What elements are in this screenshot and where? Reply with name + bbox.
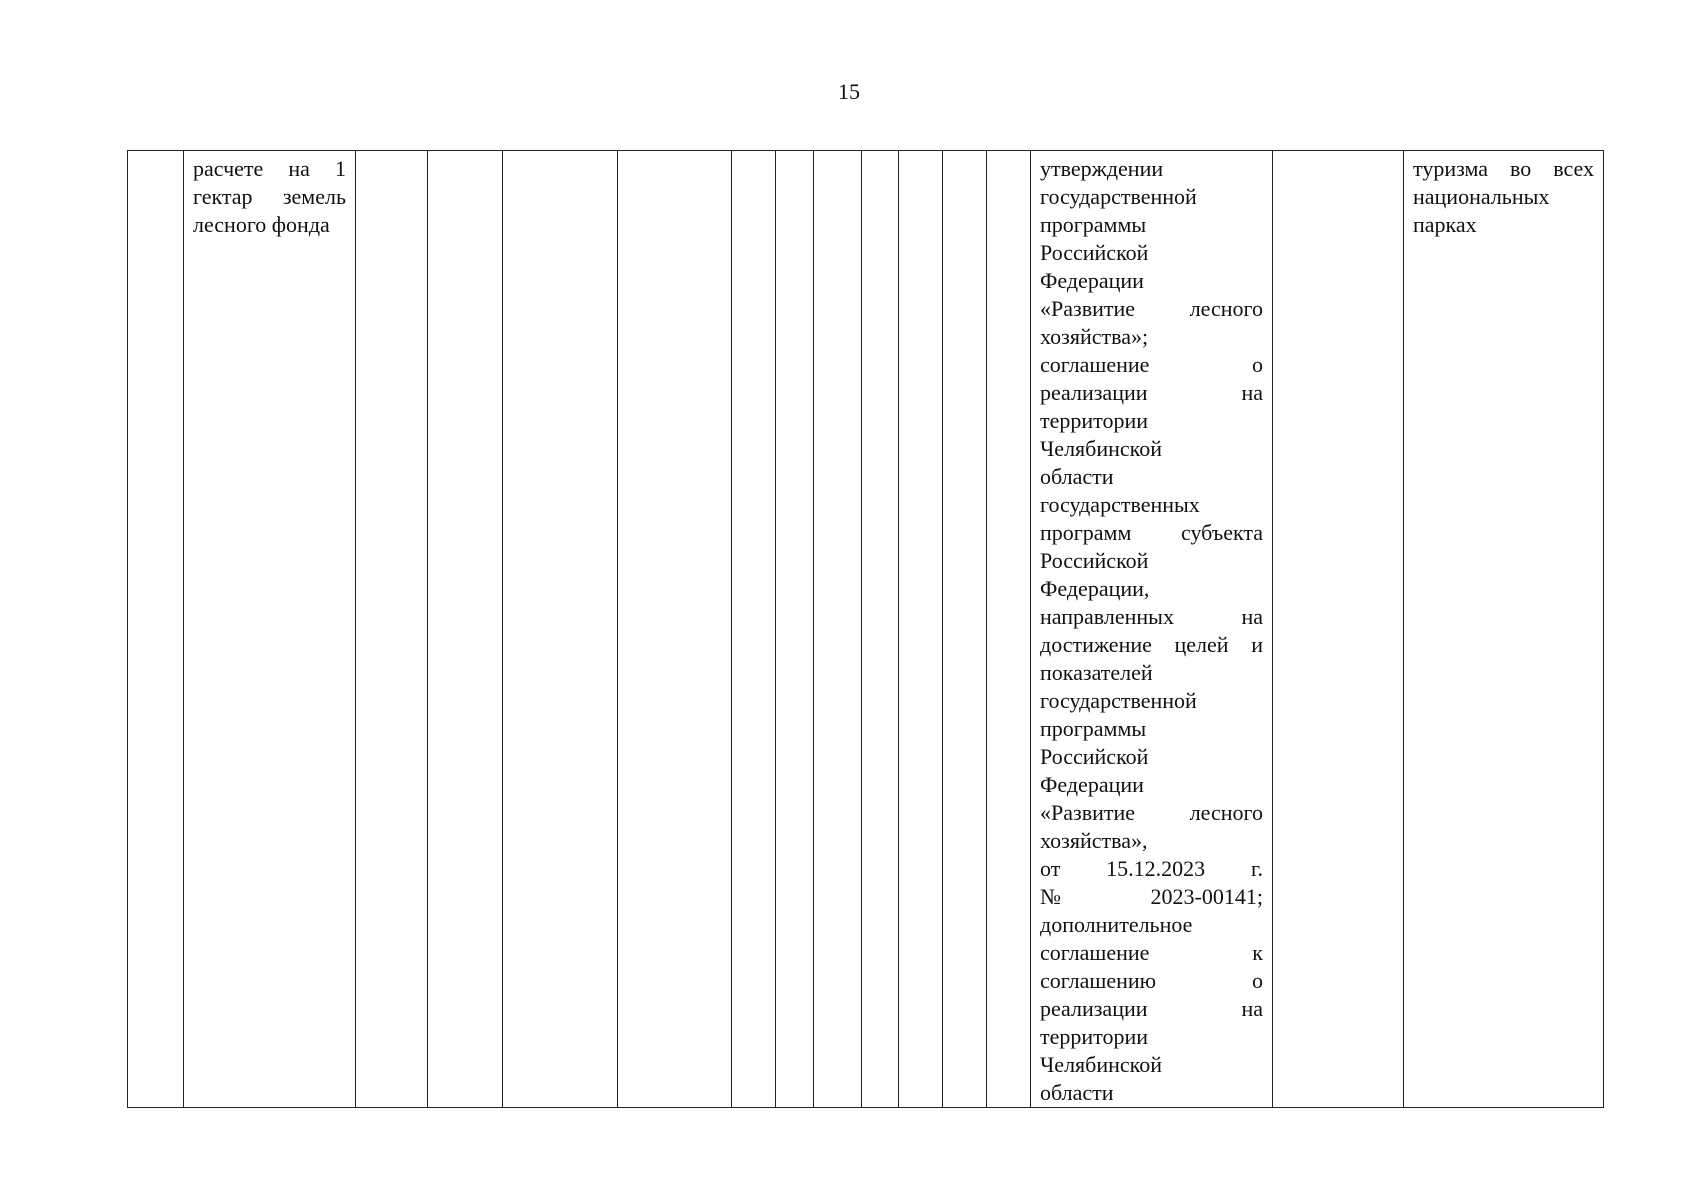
legal-basis-line: достижение целей и [1040,632,1263,657]
table-cell-indicator [184,151,356,1108]
legal-basis-line: Федерации, [1040,576,1150,601]
table-cell-15 [1273,151,1404,1108]
legal-basis-line: Челябинской [1040,436,1163,461]
document-table [127,150,1604,1108]
result-line: парках [1413,212,1477,237]
table-cell-8 [776,151,814,1108]
legal-basis-line: Челябинской [1040,1052,1163,1077]
legal-basis-line: государственных [1040,492,1200,517]
table-cell-13 [987,151,1031,1108]
legal-basis-line: области [1040,464,1114,489]
table-cell-12 [943,151,987,1108]
legal-basis-line: дополнительное [1040,912,1193,937]
legal-basis-line: реализации на [1040,996,1263,1021]
indicator-line: гектар земель [193,184,346,209]
legal-basis-line: Российской [1040,744,1149,769]
legal-basis-line: «Развитие лесного [1040,800,1263,825]
table-cell-3 [356,151,428,1108]
legal-basis-line: государственной [1040,688,1197,713]
legal-basis-line: «Развитие лесного [1040,296,1263,321]
legal-basis-line: соглашению о [1040,968,1263,993]
table-cell-legal-basis [1031,151,1273,1108]
table-cell-4 [428,151,503,1108]
legal-basis-line: реализации на [1040,380,1263,405]
legal-basis-line: соглашение о [1040,352,1263,377]
legal-basis-text [1040,155,1263,1107]
table-cell-6 [618,151,732,1108]
legal-basis-line: хозяйства», [1040,828,1148,853]
table-cell-9 [814,151,862,1108]
table-cell-10 [862,151,899,1108]
legal-basis-line: от 15.12.2023 г. [1040,856,1263,881]
legal-basis-line: соглашение к [1040,940,1263,965]
result-text [1413,155,1594,239]
page-number: 15 [838,79,860,104]
table-cell-11 [899,151,943,1108]
result-line: национальных [1413,184,1550,209]
legal-basis-line: показателей [1040,660,1153,685]
legal-basis-line: территории [1040,408,1149,433]
indicator-line: лесного фонда [193,212,330,237]
legal-basis-line: хозяйства»; [1040,324,1149,349]
legal-basis-line: программы [1040,212,1147,237]
legal-basis-line: № 2023-00141; [1040,884,1263,909]
legal-basis-line: Российской [1040,548,1149,573]
legal-basis-line: государственной [1040,184,1197,209]
legal-basis-line: территории [1040,1024,1149,1049]
legal-basis-line: Федерации [1040,268,1144,293]
legal-basis-line: области [1040,1080,1114,1105]
legal-basis-line: программы [1040,716,1147,741]
table-cell-7 [732,151,776,1108]
indicator-line: расчете на 1 [193,156,346,181]
legal-basis-line: Российской [1040,240,1149,265]
table-cell-5 [503,151,618,1108]
legal-basis-line: программ субъекта [1040,520,1263,545]
table-cell-result [1404,151,1604,1108]
table-row [128,151,1604,1108]
indicator-text [193,155,346,239]
legal-basis-line: Федерации [1040,772,1144,797]
result-line: туризма во всех [1413,156,1594,181]
legal-basis-line: утверждении [1040,156,1164,181]
legal-basis-line: направленных на [1040,604,1263,629]
table-cell-1 [128,151,184,1108]
